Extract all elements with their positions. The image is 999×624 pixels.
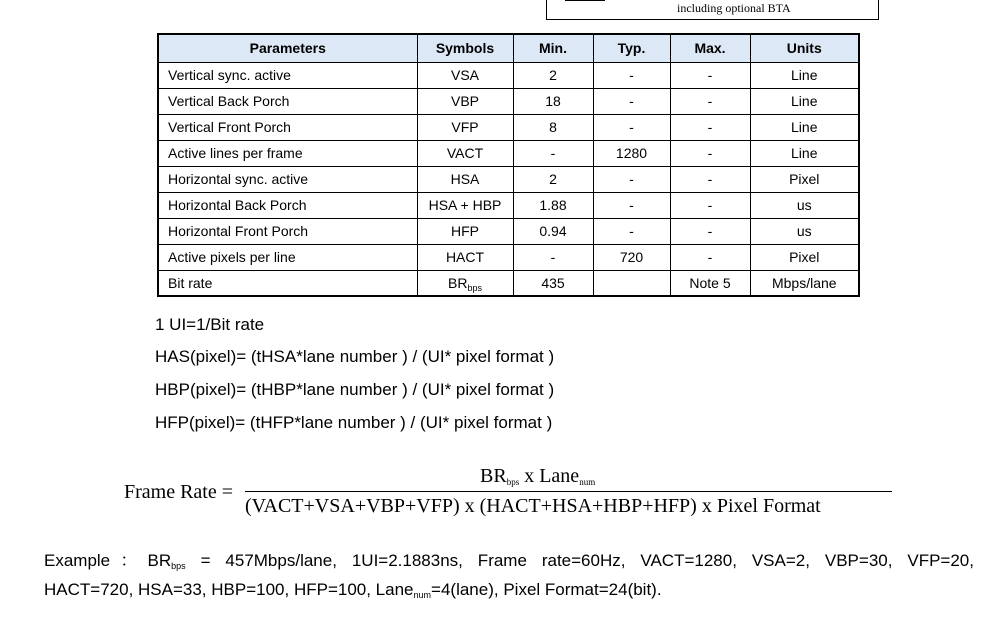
cell-min: 2 (513, 166, 593, 192)
cell-symbol: VSA (417, 62, 513, 88)
note-hbp-formula: HBP(pixel)= (tHBP*lane number ) / (UI* pixel format ) (155, 380, 555, 399)
cell-symbol (417, 270, 513, 296)
numerator-lane: x Lane (519, 465, 580, 487)
symbol-main: BR (448, 274, 468, 291)
header-min: Min. (513, 34, 593, 62)
cell-unit: Line (750, 114, 859, 140)
cell-typ: - (593, 218, 670, 244)
cell-min: 8 (513, 114, 593, 140)
table-row (158, 140, 859, 166)
header-symbols: Symbols (417, 34, 513, 62)
cell-min: - (513, 244, 593, 270)
cell-unit: Line (750, 88, 859, 114)
cell-symbol: HACT (417, 244, 513, 270)
cell-max: - (670, 244, 750, 270)
symbol-subscript: bps (467, 282, 482, 293)
cell-typ: - (593, 166, 670, 192)
cell-min: - (513, 140, 593, 166)
table-row (158, 192, 859, 218)
example-lane-sub: num (413, 590, 432, 600)
header-units: Units (750, 34, 859, 62)
example-br-sub: bps (171, 561, 186, 571)
figure-element (565, 0, 605, 1)
numerator-br: BR (480, 465, 507, 487)
cell-max: - (670, 140, 750, 166)
cell-max: - (670, 192, 750, 218)
cell-typ: 1280 (593, 140, 670, 166)
cell-parameter: Vertical Front Porch (158, 114, 417, 140)
cell-unit: Line (750, 140, 859, 166)
cell-typ (593, 270, 670, 296)
cell-parameter: Horizontal Back Porch (158, 192, 417, 218)
cell-symbol: HSA (417, 166, 513, 192)
cell-parameter: Active lines per frame (158, 140, 417, 166)
figure-caption: including optional BTA (677, 1, 791, 15)
cell-min: 435 (513, 270, 593, 296)
cell-symbol: VFP (417, 114, 513, 140)
cell-max: - (670, 88, 750, 114)
cell-unit: us (750, 218, 859, 244)
table-row (158, 270, 859, 296)
cell-parameter: Horizontal sync. active (158, 166, 417, 192)
example-values-2: HACT=720, HSA=33, HBP=100, HFP=100, Lane (44, 580, 414, 599)
frame-rate-formula (124, 462, 894, 522)
cell-symbol: HFP (417, 218, 513, 244)
table-row (158, 62, 859, 88)
top-figure-box (546, 0, 879, 20)
header-parameters: Parameters (158, 34, 417, 62)
cell-typ: - (593, 88, 670, 114)
note-hsa-formula: HAS(pixel)= (tHSA*lane number ) / (UI* pixel format ) (155, 347, 555, 366)
note-ui-definition: 1 UI=1/Bit rate (155, 315, 265, 334)
cell-max: - (670, 62, 750, 88)
table-row (158, 218, 859, 244)
table-header-row (158, 34, 859, 62)
cell-parameter: Bit rate (158, 270, 417, 296)
cell-parameter: Active pixels per line (158, 244, 417, 270)
note-hfp-formula: HFP(pixel)= (tHFP*lane number ) / (UI* pixel format ) (155, 413, 553, 432)
cell-max: Note 5 (670, 270, 750, 296)
cell-typ: - (593, 114, 670, 140)
cell-typ: 720 (593, 244, 670, 270)
cell-typ: - (593, 192, 670, 218)
cell-unit: us (750, 192, 859, 218)
cell-symbol: VACT (417, 140, 513, 166)
header-max: Max. (670, 34, 750, 62)
cell-min: 0.94 (513, 218, 593, 244)
cell-unit: Mbps/lane (750, 270, 859, 296)
numerator-lane-sub: num (579, 477, 596, 487)
table-row (158, 166, 859, 192)
formula-numerator (480, 465, 595, 488)
cell-min: 1.88 (513, 192, 593, 218)
cell-unit: Line (750, 62, 859, 88)
example-prefix: Example：BR (44, 551, 172, 570)
formula-lhs: Frame Rate = (124, 481, 234, 503)
timing-parameters-table (157, 33, 860, 297)
table-row (158, 88, 859, 114)
numerator-br-sub: bps (506, 477, 520, 487)
cell-symbol: VBP (417, 88, 513, 114)
cell-max: - (670, 114, 750, 140)
cell-parameter: Vertical sync. active (158, 62, 417, 88)
formula-denominator: (VACT+VSA+VBP+VFP) x (HACT+HSA+HBP+HFP) x Pixel Format (245, 495, 821, 517)
example-line-2 (44, 580, 974, 600)
example-values-1: = 457Mbps/lane, 1UI=2.1883ns, Frame rate=60Hz, VACT=1280, VSA=2, VBP=30, VFP=20, (185, 551, 974, 570)
cell-max: - (670, 166, 750, 192)
cell-min: 18 (513, 88, 593, 114)
cell-parameter: Vertical Back Porch (158, 88, 417, 114)
table-row (158, 244, 859, 270)
cell-max: - (670, 218, 750, 244)
table-row (158, 114, 859, 140)
cell-typ: - (593, 62, 670, 88)
cell-min: 2 (513, 62, 593, 88)
example-line-1 (44, 546, 974, 571)
cell-unit: Pixel (750, 166, 859, 192)
fraction-bar (245, 491, 892, 492)
cell-parameter: Horizontal Front Porch (158, 218, 417, 244)
cell-symbol: HSA + HBP (417, 192, 513, 218)
example-values-3: =4(lane), Pixel Format=24(bit). (431, 580, 662, 599)
cell-unit: Pixel (750, 244, 859, 270)
header-typ: Typ. (593, 34, 670, 62)
